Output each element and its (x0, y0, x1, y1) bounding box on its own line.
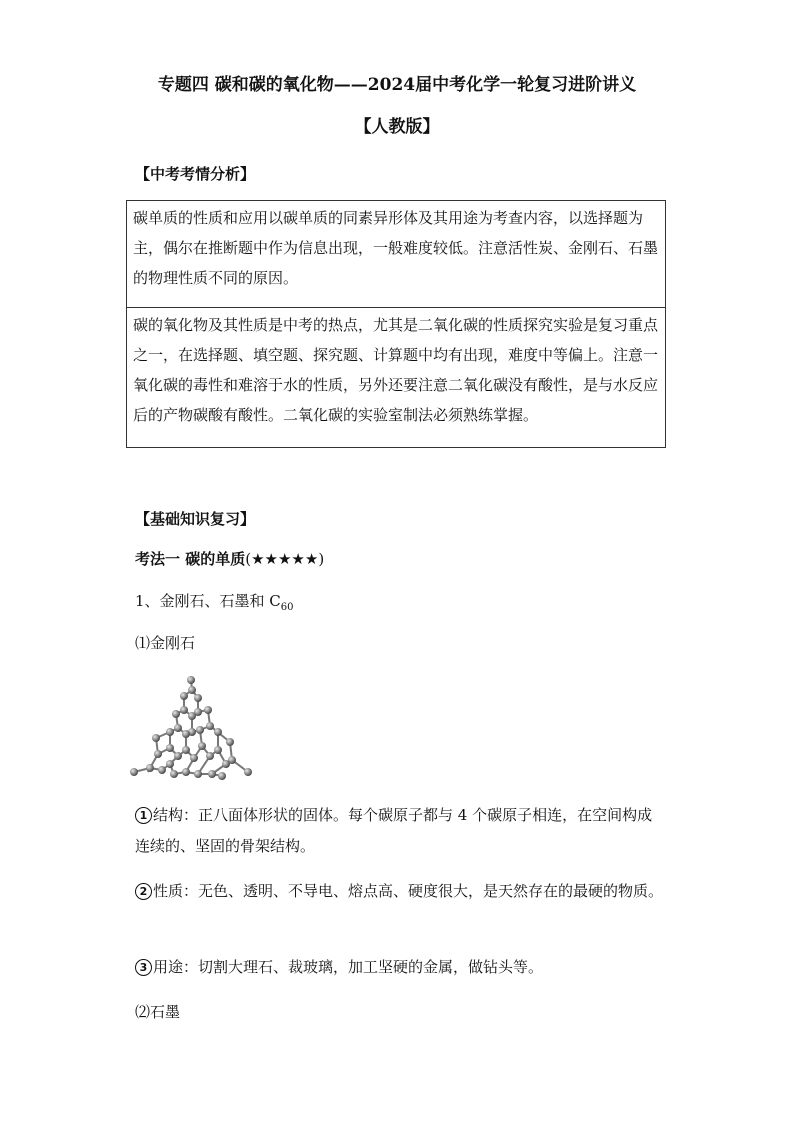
method-stars: (★★★★★) (245, 550, 325, 568)
review-heading: 【基础知识复习】 (135, 510, 256, 528)
diamond-title: ⑴金刚石 (135, 634, 196, 652)
point-text: 用途：切割大理石、裁玻璃，加工坚硬的金属，做钻头等。 (153, 958, 544, 976)
diamond-point-properties (135, 876, 665, 907)
analysis-heading: 【中考考情分析】 (135, 165, 256, 183)
analysis-cell-carbon-oxides: 碳的氧化物及其性质是中考的热点，尤其是二氧化碳的性质探究实验是复习重点之一，在选择题、填空题、探究题、计算题中均有出现，难度中等偏上。注意一氧化碳的毒性和难溶于水的性质，另外还要注意二氧化碳没有酸性，是与水反应后的产物碳酸有酸性。二氧化碳的实验室制法必须熟练掌握。 (126, 307, 666, 448)
diamond-structure-figure (126, 668, 266, 788)
circled-number-3: 3 (135, 959, 152, 976)
item1-text: 1、金刚石、石墨和 C (135, 592, 281, 610)
analysis-cell-carbon-elements: 碳单质的性质和应用以碳单质的同素异形体及其用途为考查内容，以选择题为主，偶尔在推断题中作为信息出现，一般难度较低。注意活性炭、金刚石、石墨的物理性质不同的原因。 (126, 200, 666, 308)
item-diamond-graphite-c60 (135, 590, 294, 613)
item1-subscript: 60 (280, 602, 294, 613)
method-title (135, 548, 324, 569)
method-label: 考法一 碳的单质 (135, 550, 246, 568)
document-subtitle: 【人教版】 (354, 117, 440, 137)
point-text: 性质：无色、透明、不导电、熔点高、硬度很大，是天然存在的最硬的物质。 (153, 882, 664, 900)
circled-number-1: 1 (135, 807, 152, 824)
diamond-point-structure (135, 800, 665, 862)
point-text: 结构：正八面体形状的固体。每个碳原子都与 4 个碳原子相连，在空间构成连续的、坚固的骨架结构。 (135, 806, 653, 855)
document-title: 专题四 碳和碳的氧化物——2024届中考化学一轮复习进阶讲义 (157, 75, 637, 95)
diamond-point-uses (135, 952, 665, 983)
graphite-title: ⑵石墨 (135, 1003, 181, 1021)
circled-number-2: 2 (135, 883, 152, 900)
